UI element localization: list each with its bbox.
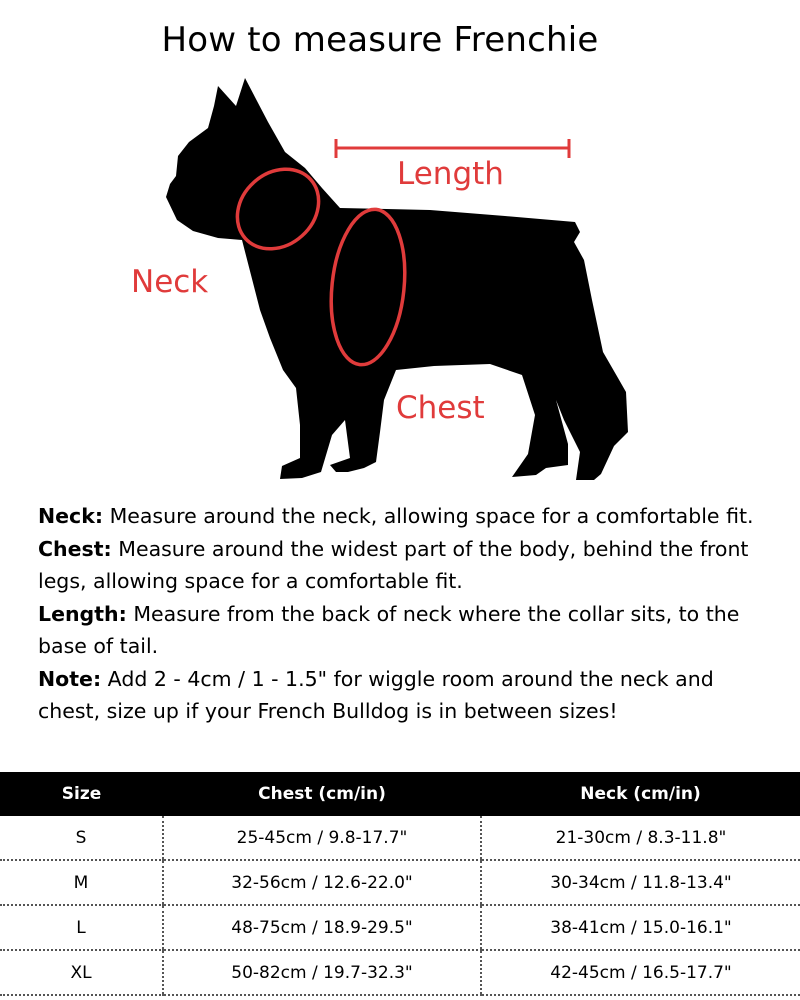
- neck-instruction: Neck: Measure around the neck, allowing space for a comfortable fit.: [38, 504, 754, 528]
- note-instruction: Note: Add 2 - 4cm / 1 - 1.5" for wiggle room around the neck and chest, size up if your French Bulldog is in between sizes!: [38, 666, 714, 723]
- page-title: How to measure Frenchie: [161, 20, 599, 60]
- chest-label: Chest: [396, 390, 485, 426]
- chest-cell: 32-56cm / 12.6-22.0": [163, 860, 481, 905]
- measurement-instructions: [38, 500, 778, 728]
- length-label: Length: [397, 156, 504, 192]
- size-cell: L: [0, 905, 163, 950]
- table-row: [0, 905, 800, 950]
- neck-cell: 21-30cm / 8.3-11.8": [481, 816, 800, 860]
- table-row: [0, 860, 800, 905]
- chest-cell: 25-45cm / 9.8-17.7": [163, 816, 481, 860]
- size-chart-table: [0, 772, 800, 996]
- neck-cell: 42-45cm / 16.5-17.7": [481, 950, 800, 995]
- table-row: [0, 950, 800, 995]
- header-size: Size: [0, 772, 163, 816]
- size-cell: S: [0, 816, 163, 860]
- neck-cell: 38-41cm / 15.0-16.1": [481, 905, 800, 950]
- size-cell: M: [0, 860, 163, 905]
- neck-label: Neck: [131, 264, 209, 300]
- dog-measurement-figure: [0, 70, 800, 490]
- table-row: [0, 816, 800, 860]
- chest-cell: 50-82cm / 19.7-32.3": [163, 950, 481, 995]
- length-instruction: Length: Measure from the back of neck where the collar sits, to the base of tail.: [38, 601, 740, 658]
- neck-cell: 30-34cm / 11.8-13.4": [481, 860, 800, 905]
- chest-instruction: Chest: Measure around the widest part of the body, behind the front legs, allowing space for a comfortable fit.: [38, 536, 749, 593]
- french-bulldog-silhouette: [0, 70, 800, 490]
- header-chest: Chest (cm/in): [163, 772, 481, 816]
- header-neck: Neck (cm/in): [481, 772, 800, 816]
- chest-cell: 48-75cm / 18.9-29.5": [163, 905, 481, 950]
- table-header-row: [0, 772, 800, 816]
- size-cell: XL: [0, 950, 163, 995]
